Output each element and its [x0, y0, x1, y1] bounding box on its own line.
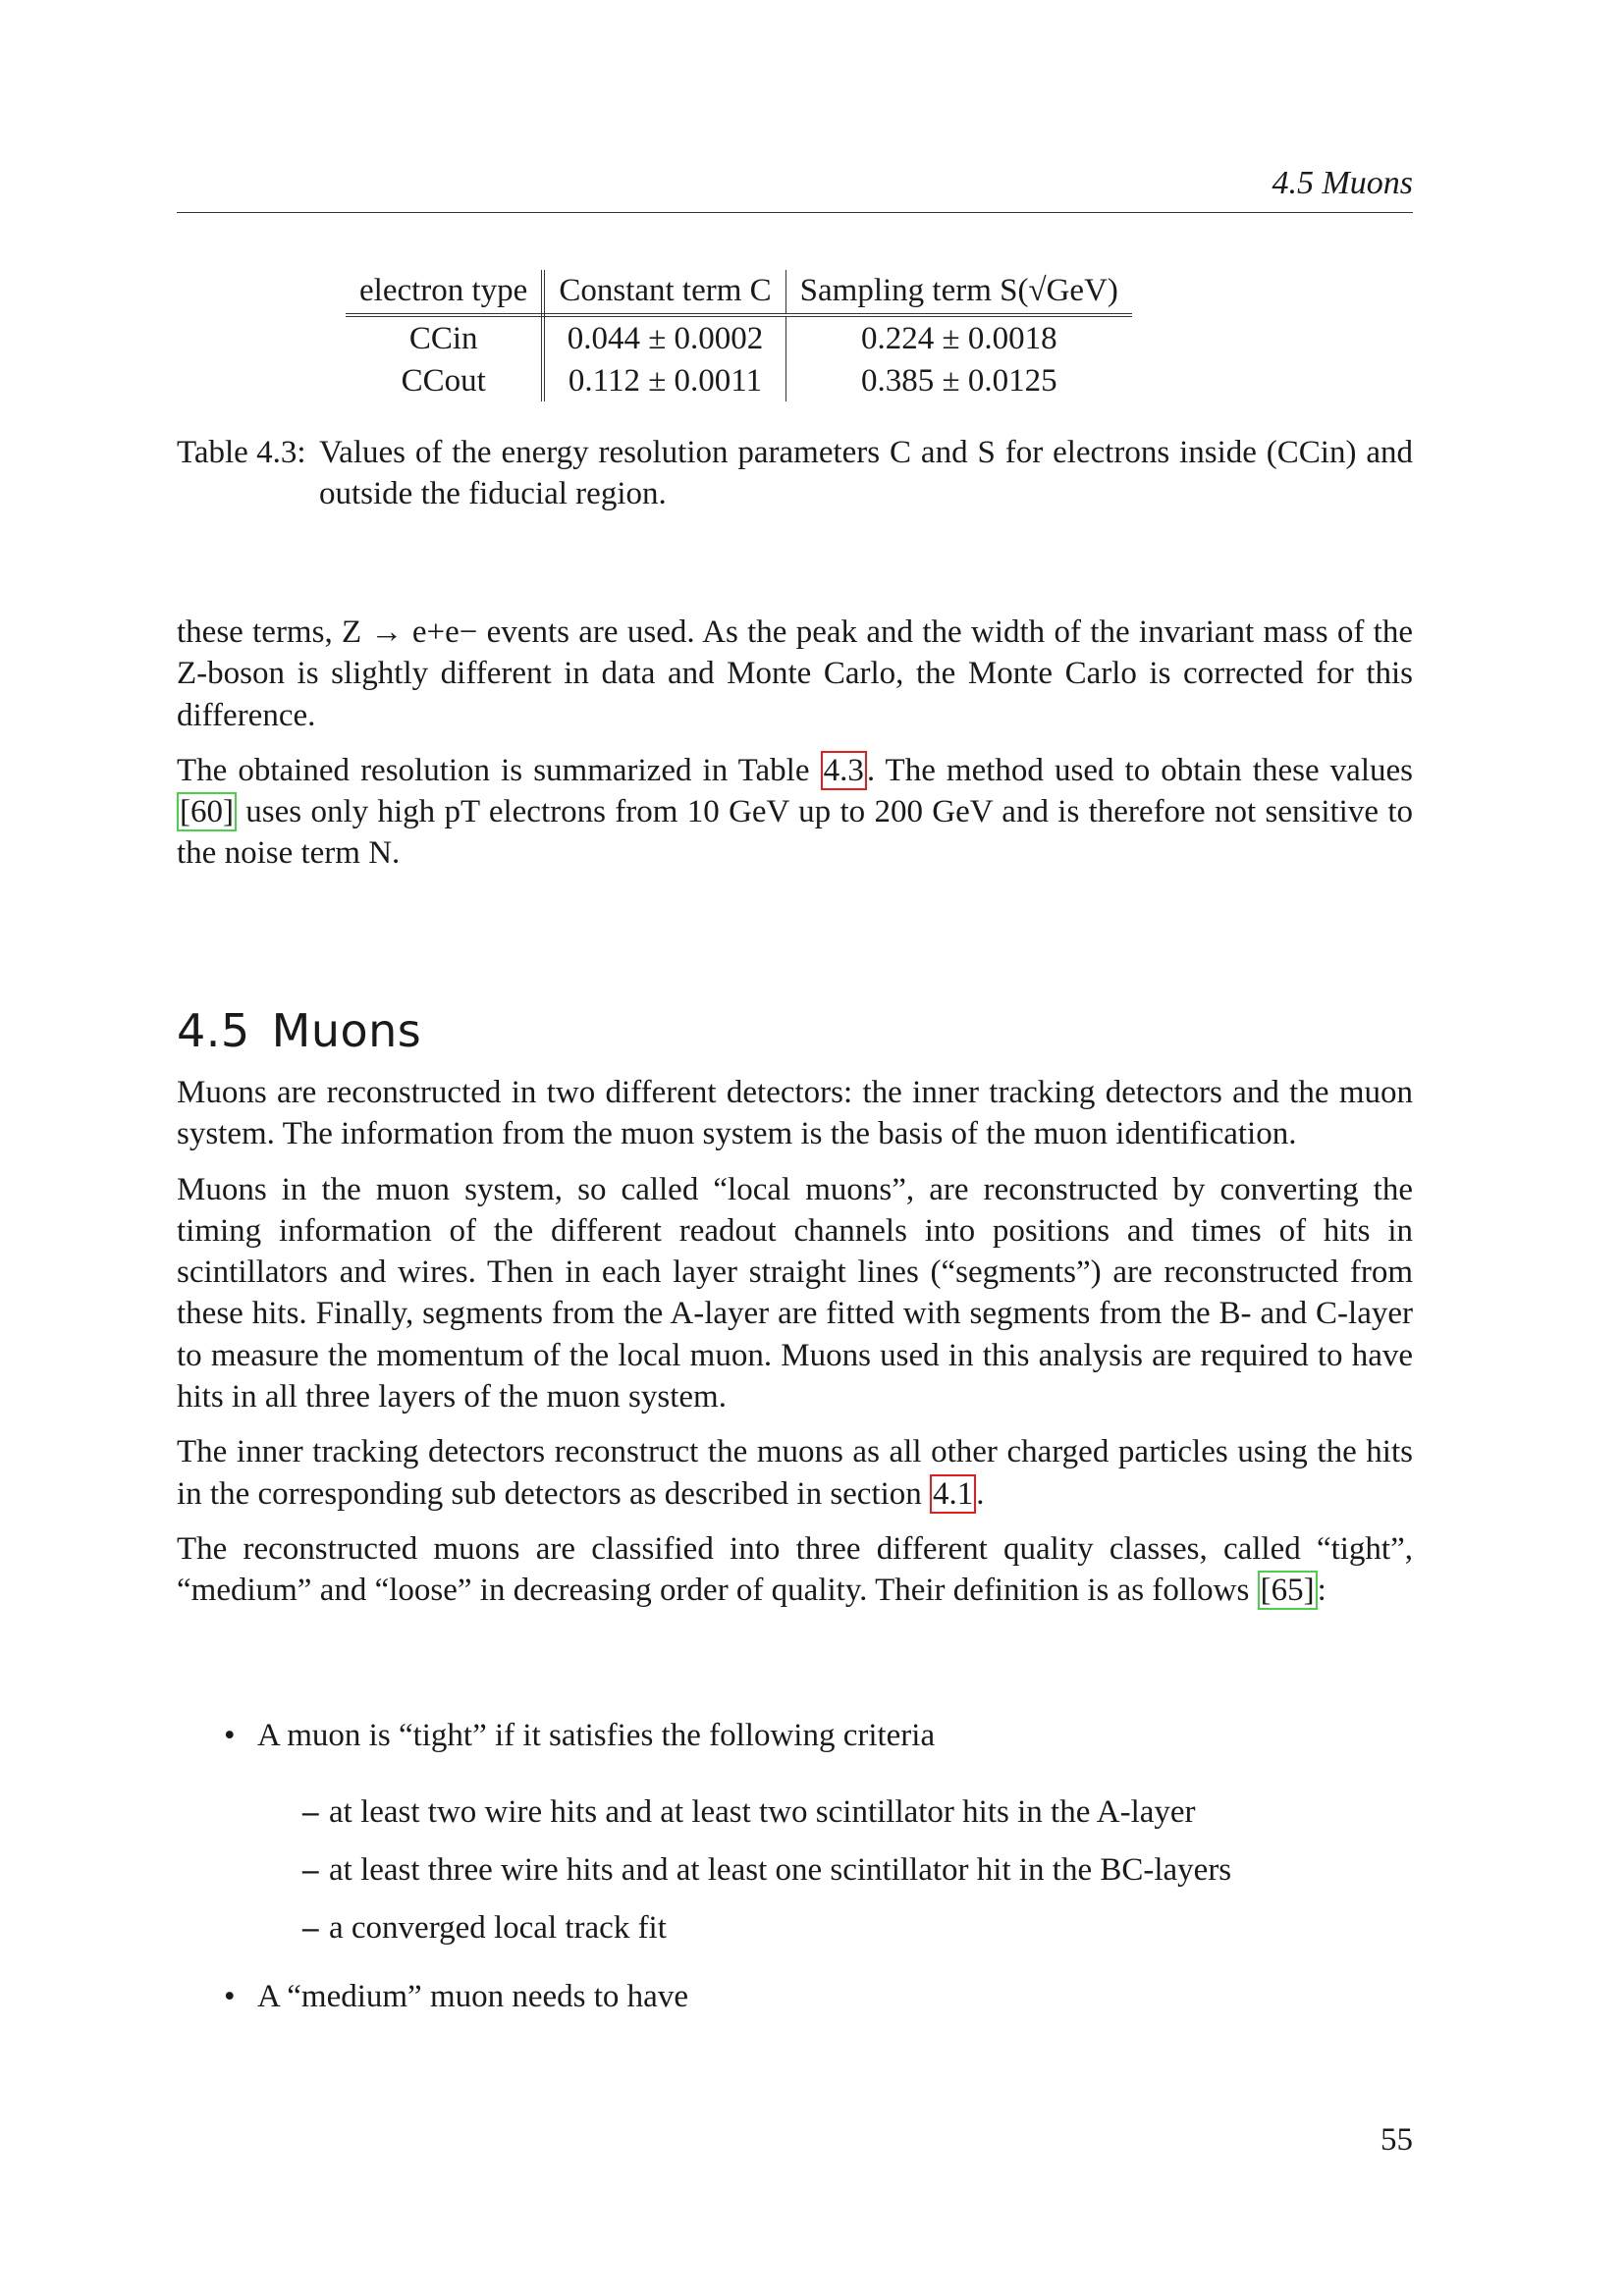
list-item-text: A muon is “tight” if it satisfies the following criteria — [257, 1718, 936, 1753]
page-number: 55 — [1380, 2122, 1413, 2158]
section-heading — [177, 1004, 421, 1057]
text-run: The reconstructed muons are classified into three different quality classes, called “tight”, “medium” and “loose” in decreasing order of quality. Their definition is as follows — [177, 1530, 1413, 1609]
sub-criteria-list — [257, 1791, 1413, 1949]
criteria-list — [177, 1715, 1413, 2017]
paragraph: these terms, Z → e+e− events are used. As the peak and the width of the invariant mass of the Z-boson is slightly different in data and Monte Carlo, the Monte Carlo is corrected for this difference. — [177, 614, 1413, 733]
table-cell: CCout — [346, 359, 543, 401]
text-run: . The method used to obtain these values — [866, 752, 1413, 788]
document-page — [177, 0, 1413, 2296]
table-row — [346, 315, 1132, 359]
table-caption-text: Values of the energy resolution parameters C and S for electrons inside (CCin) and outside the fiducial region. — [319, 435, 1413, 511]
table-caption — [177, 432, 1413, 514]
citation-link[interactable]: [60] — [177, 792, 237, 831]
citation-link[interactable]: [65] — [1258, 1571, 1318, 1610]
table-caption-label: Table 4.3: — [177, 435, 306, 470]
table-cell: CCin — [346, 315, 543, 359]
table-reference-link[interactable]: 4.3 — [821, 751, 867, 790]
text-run: The inner tracking detectors reconstruct the muons as all other charged particles using the hits in the corresponding sub detectors as described in section — [177, 1434, 1413, 1512]
table-cell: 0.385 ± 0.0125 — [860, 363, 1057, 399]
text-run: : — [1317, 1573, 1326, 1609]
sub-list-item: – a converged local track fit — [257, 1907, 1413, 1949]
paragraph: Muons in the muon system, so called “local muons”, are reconstructed by converting the timing information of the different readout channels into positions and times of hits in scintillators and wires. Then in each layer straight lines (“segments”) are reconstructed from these hits. Finally, segments from the A-layer are fitted with segments from the B- and C-layer to measure the momentum of the local muon. Muons used in this analysis are required to have hits in all three layers of the muon system. — [177, 1171, 1413, 1415]
body-paragraphs-top — [177, 612, 1413, 875]
table-cell: 0.112 ± 0.0011 — [543, 359, 785, 401]
sub-list-item: – at least three wire hits and at least one scintillator hit in the BC-layers — [257, 1849, 1413, 1891]
table-header-sampling-term: Sampling term S(√GeV) — [785, 270, 1132, 315]
list-item — [177, 1715, 1413, 1949]
paragraph — [177, 1431, 1413, 1515]
running-head: 4.5 Muons — [1272, 165, 1413, 201]
body-paragraphs-section — [177, 1072, 1413, 1612]
section-number: 4.5 — [177, 1004, 250, 1058]
table-header-row — [346, 270, 1132, 315]
header-rule — [177, 212, 1413, 213]
table-header-constant-term: Constant term C — [543, 270, 785, 315]
paragraph — [177, 1528, 1413, 1612]
sub-list-item: – at least two wire hits and at least two scintillator hits in the A-layer — [257, 1791, 1413, 1833]
table-row — [346, 359, 1132, 401]
paragraph — [177, 750, 1413, 875]
table-cell: 0.224 ± 0.0018 — [860, 321, 1057, 356]
list-item — [177, 1976, 1413, 2017]
paragraph: Muons are reconstructed in two different detectors: the inner tracking detectors and the muon system. The information from the muon system is the basis of the muon identification. — [177, 1075, 1413, 1152]
text-run: The obtained resolution is summarized in Table — [177, 752, 821, 788]
resolution-table — [346, 270, 1132, 401]
text-run: uses only high pT electrons from 10 GeV up to 200 GeV and is therefore not sensitive to the noise term N. — [177, 794, 1413, 872]
list-item-text: A “medium” muon needs to have — [257, 1979, 688, 2014]
text-run: . — [976, 1475, 985, 1512]
section-reference-link[interactable]: 4.1 — [930, 1474, 976, 1514]
table-cell: 0.044 ± 0.0002 — [543, 315, 785, 359]
section-title-text: Muons — [271, 1004, 422, 1058]
table-header-electron-type: electron type — [346, 270, 543, 315]
